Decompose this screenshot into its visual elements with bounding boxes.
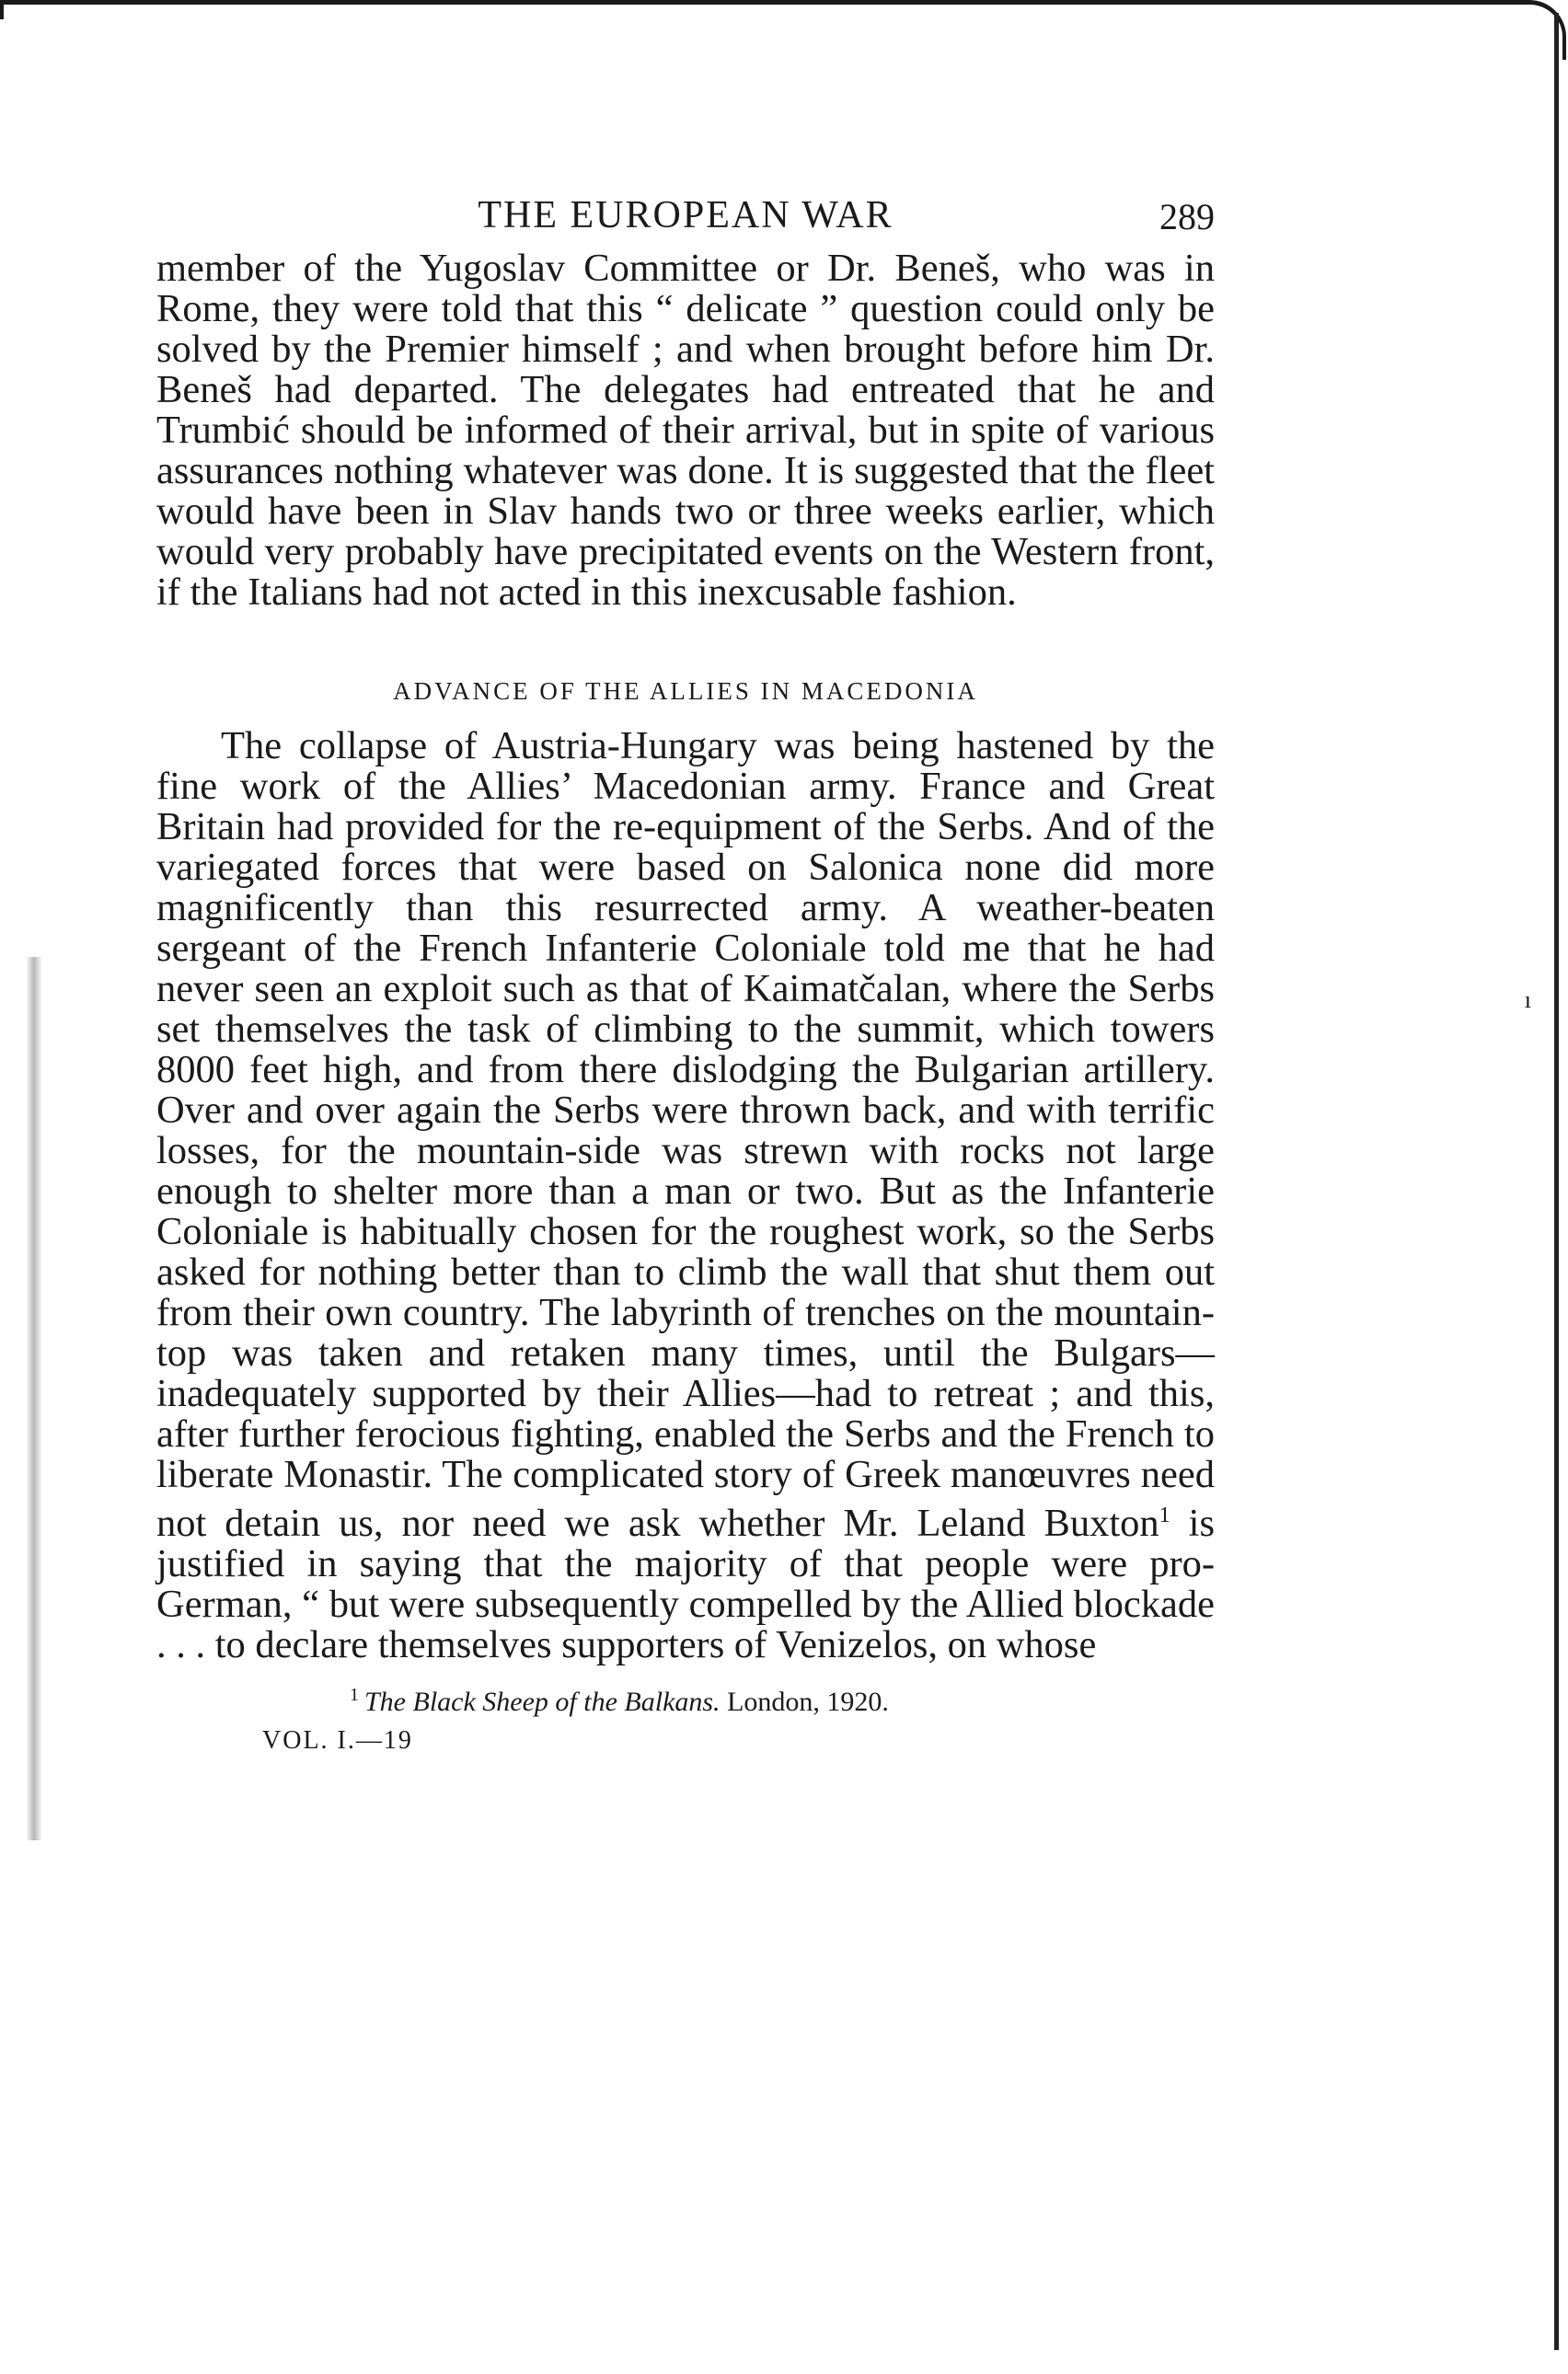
footnote-reference[interactable]: 1 bbox=[1159, 1504, 1170, 1527]
binding-gutter-shadow bbox=[26, 957, 42, 1840]
footnote bbox=[350, 1678, 1215, 1719]
running-title: THE EUROPEAN WAR bbox=[478, 194, 894, 236]
page-content bbox=[156, 184, 1215, 1756]
paragraph-macedonia bbox=[156, 726, 1215, 1665]
paragraph-continued: member of the Yugoslav Committee or Dr. Beneš, who was in Rome, they were told that this “ delicate ” question could only be solved by the Premier himself ; and when brought before him Dr. Beneš had departed. The delegates had entreated that he and Trumbić should be informed of their arrival, but in spite of various assurances nothing whatever was done. It is suggested that the fleet would have been in Slav hands two or three weeks earlier, which would very probably have precipitated events on the Western front, if the Italians had not acted in this inexcusable fashion. bbox=[156, 247, 1215, 614]
scan-border-top bbox=[0, 0, 1531, 19]
signature-mark: VOL. I.—19 bbox=[262, 1726, 413, 1756]
footnote-mark: 1 bbox=[350, 1685, 359, 1706]
footnote-title: The Black Sheep of the Balkans. bbox=[364, 1687, 721, 1718]
page-number: 289 bbox=[1159, 196, 1215, 237]
section-heading: ADVANCE OF THE ALLIES IN MACEDONIA bbox=[393, 677, 978, 705]
running-header bbox=[156, 184, 1215, 248]
scan-border-right bbox=[1554, 13, 1559, 2350]
paragraph-macedonia-end: is justified in saying that the majority of that people were pro-German, “ but were subsequently compelled by the Allied blockade . . . to declare themselves supporters of Venizelos, on whose bbox=[156, 1502, 1215, 1667]
footnote-source: London, 1920. bbox=[720, 1687, 889, 1718]
margin-mark: ı bbox=[1524, 986, 1531, 1013]
paragraph-macedonia-text: The collapse of Austria-Hungary was being hastened by the fine work of the Allies’ Macedonian army. France and Great Britain had provided for the re-equipment of the Serbs. And of the variegated forces that were based on Salonica none did more magnificently than this resurrected army. A weather-beaten sergeant of the French Infanterie Coloniale told me that he had never seen an exploit such as that of Kaimatčalan, where the Serbs set themselves the task of climbing to the summit, which towers 8000 feet high, and from there dislodging the Bulgarian artillery. Over and over again the Serbs were thrown back, and with terrific losses, for the mountain-side was strewn with rocks not large enough to shelter more than a man or two. But as the Infanterie Coloniale is habitually chosen for the roughest work, so the Serbs asked for nothing better than to climb the wall that shut them out from their own country. The labyrinth of trenches on the mountain-top was taken and retaken many times, until the Bulgars—inadequately supported by their Allies—had to retreat ; and this, after further ferocious fighting, enabled the Serbs and the French to liberate Monastir. The complicated story of Greek manœuvres need not detain us, nor need we ask whether Mr. Leland Buxton bbox=[156, 724, 1215, 1546]
